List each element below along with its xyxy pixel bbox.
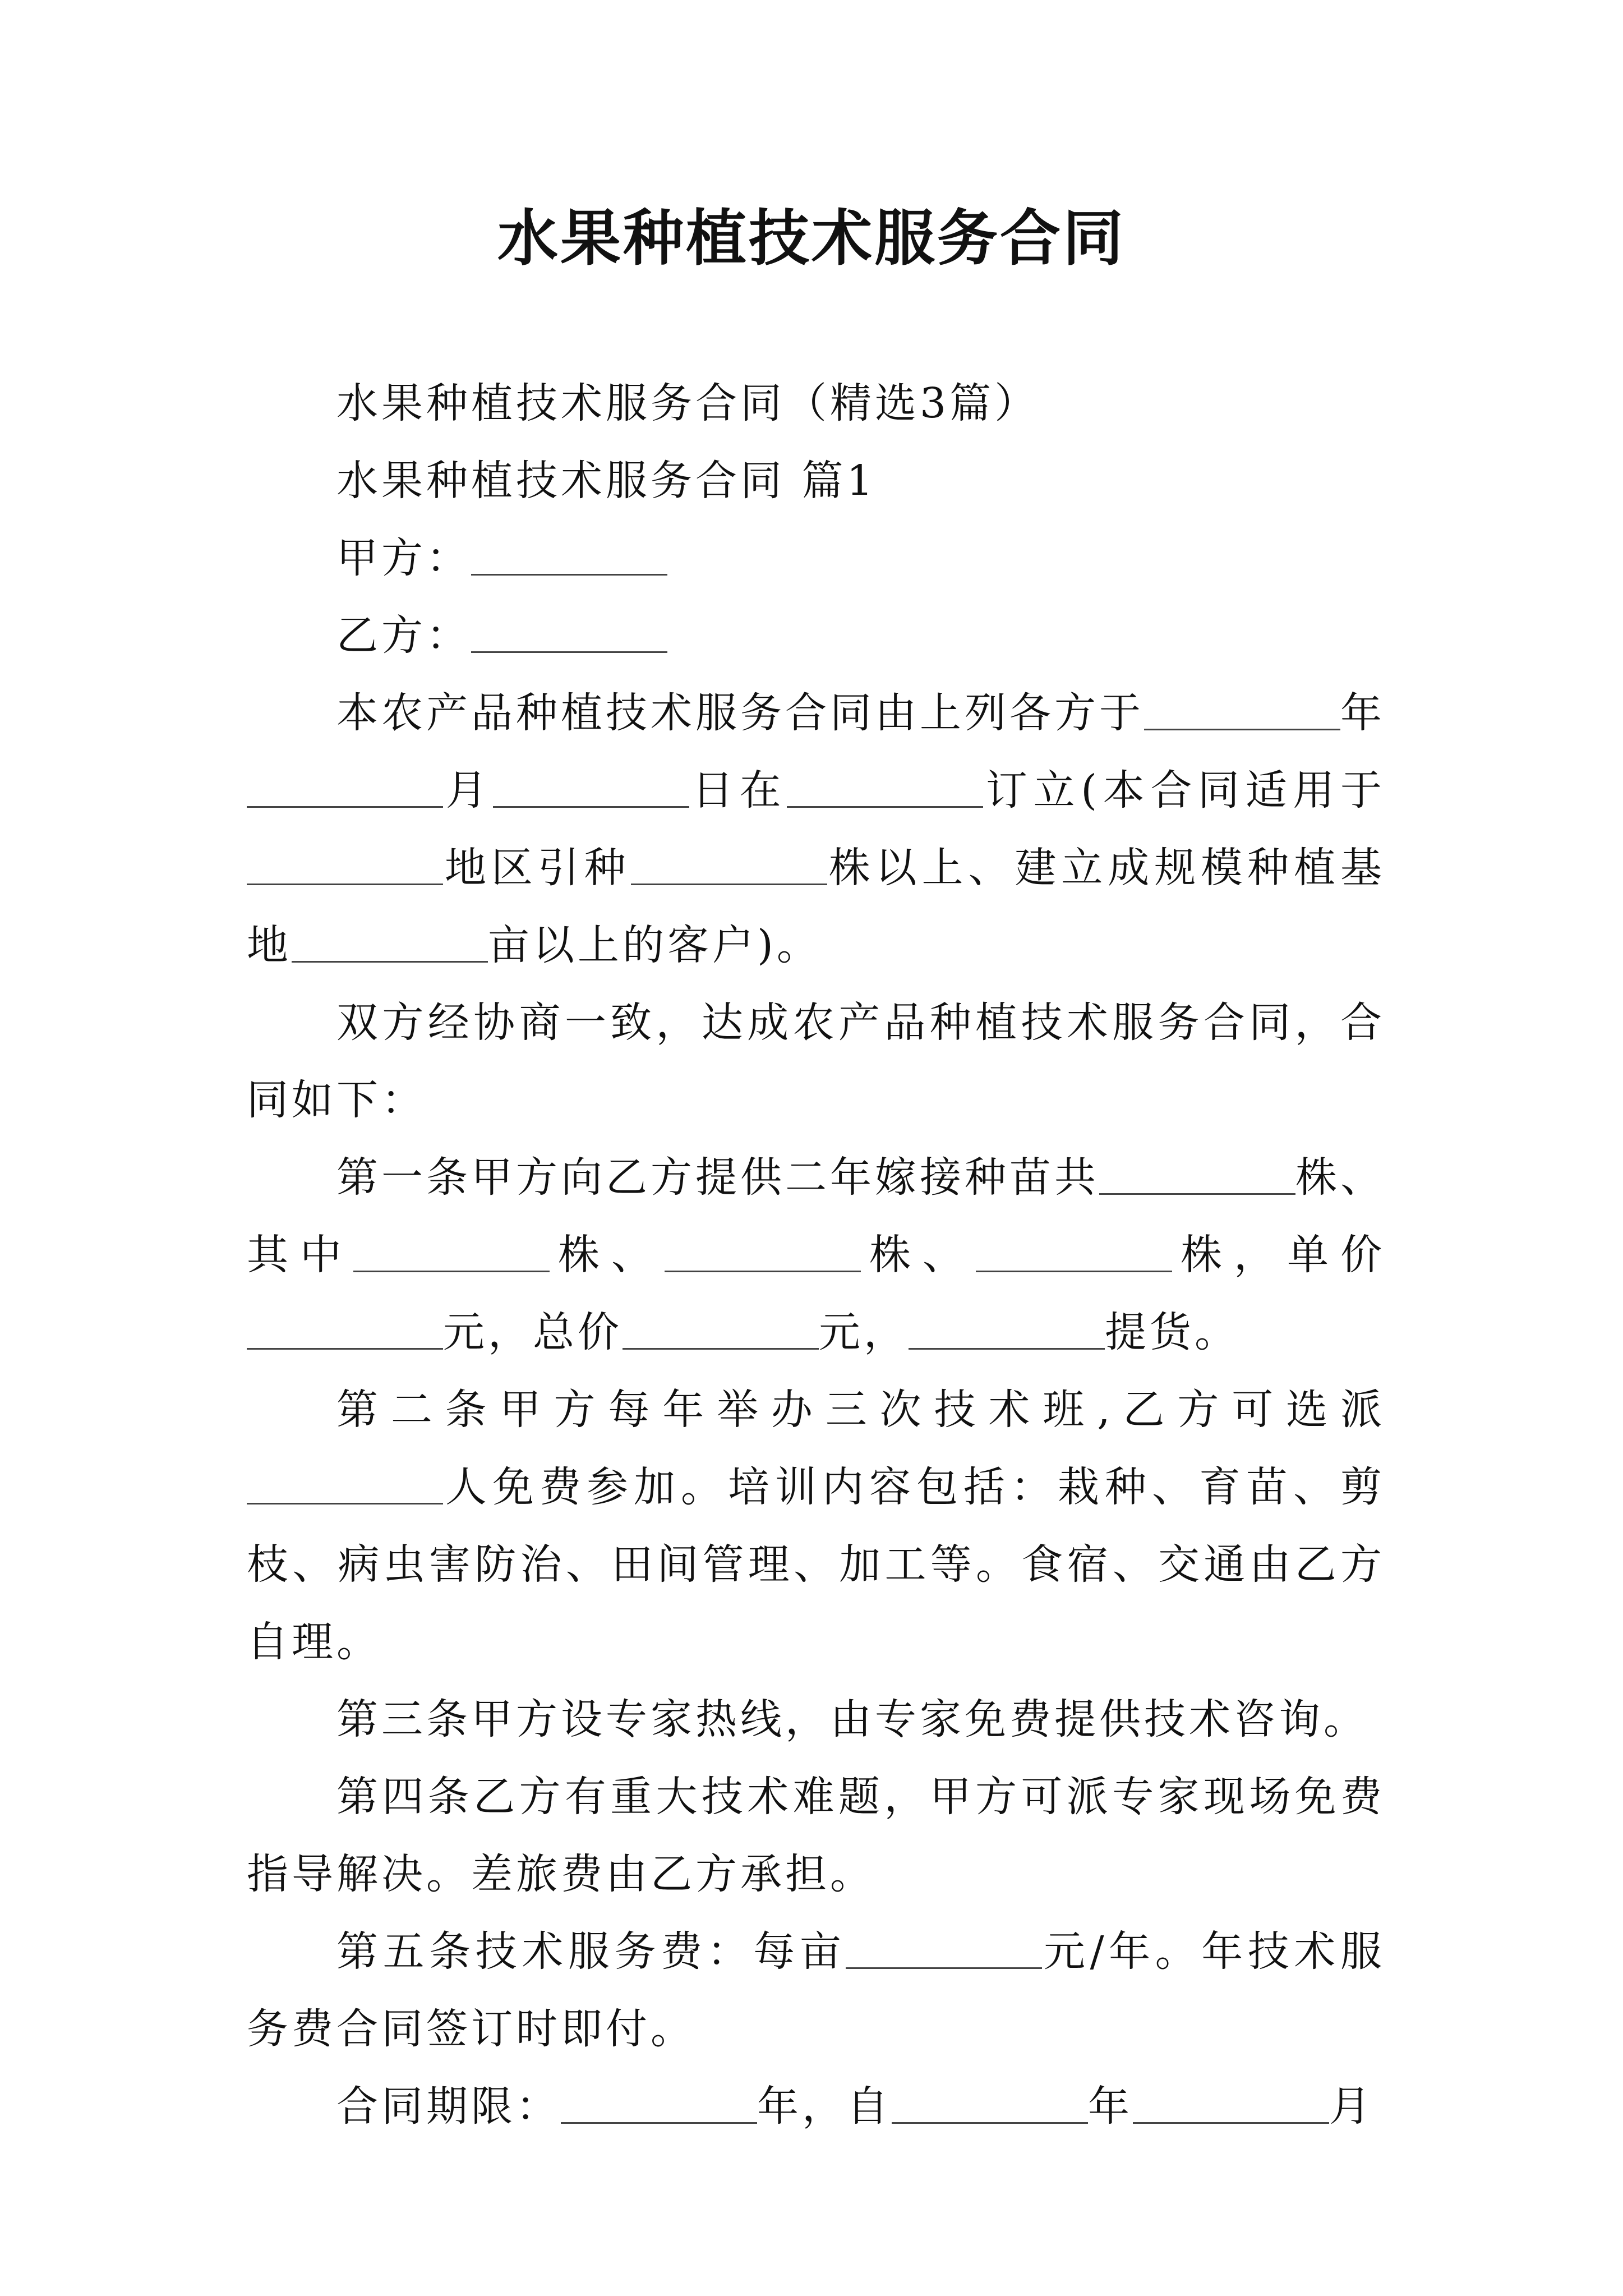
blank-month (247, 765, 443, 808)
party-a-line (247, 519, 1385, 597)
blank-total-plants (1099, 1152, 1295, 1195)
blank-acres (292, 919, 488, 963)
document-body (247, 365, 1385, 2145)
section-heading (247, 442, 1385, 519)
intro-text: 亩以上的客户)。 (488, 921, 822, 969)
article-text: 元/年。年技术服务费合同签订时即付。 (247, 1927, 1385, 2053)
term-text: 年 (1088, 2082, 1133, 2131)
contract-term (247, 2068, 1385, 2145)
intro-text: 年 (1340, 689, 1385, 737)
subtitle-text: 水果种植技术服务合同（精选3篇） (336, 379, 1040, 427)
party-b-line (247, 597, 1385, 674)
article-text: 第三条甲方设专家热线，由专家免费提供技术咨询。 (336, 1695, 1368, 1743)
party-a-blank (471, 532, 667, 576)
blank-attendees (247, 1461, 443, 1504)
article-text: 第五条技术服务费：每亩 (336, 1927, 846, 1976)
blank-day (493, 765, 689, 808)
blank-variety-2 (665, 1229, 861, 1272)
intro-text: 月 (443, 766, 494, 815)
article-text: 株、其中 (247, 1153, 1385, 1279)
article-text: 第四条乙方有重大技术难题，甲方可派专家现场免费指导解决。差旅费由乙方承担。 (247, 1773, 1385, 1898)
section-heading-text: 水果种植技术服务合同 篇1 (336, 457, 877, 505)
party-b-label: 乙方： (336, 611, 471, 660)
intro-text: 本农产品种植技术服务合同由上列各方于 (336, 689, 1144, 737)
blank-variety-1 (353, 1229, 550, 1272)
article-text: 第二条甲方每年举办三次技术班,乙方可选派 (336, 1386, 1385, 1434)
document-title: 水果种植技术服务合同 (497, 203, 1126, 274)
blank-variety-3 (976, 1229, 1172, 1272)
blank-delivery (909, 1306, 1105, 1350)
blank-fee (846, 1926, 1042, 1969)
party-a-label: 甲方： (336, 534, 471, 582)
article-4 (247, 1758, 1385, 1913)
blank-term-years (561, 2081, 757, 2124)
article-text: 元， (819, 1308, 909, 1356)
term-text: 年，自 (757, 2082, 892, 2131)
agreement-text: 双方经协商一致，达成农产品种植技术服务合同，合同如下： (247, 999, 1385, 1124)
intro-text: 株以上、建立成规模种植基地 (247, 844, 1386, 969)
blank-plants (631, 842, 827, 885)
article-5 (247, 1913, 1385, 2068)
term-text: 月 (1329, 2082, 1374, 2131)
article-1 (247, 1139, 1385, 1371)
article-text: 株，单价 (1172, 1231, 1385, 1279)
agreement-paragraph (247, 984, 1385, 1139)
blank-total-price (623, 1306, 819, 1350)
blank-place (787, 765, 983, 808)
article-text: 提货。 (1105, 1308, 1239, 1356)
subtitle (247, 365, 1385, 442)
article-text: 人免费参加。培训内容包括：栽种、育苗、剪枝、病虫害防治、田间管理、加工等。食宿、交通由乙方自理。 (247, 1463, 1385, 1666)
article-text: 株、 (861, 1231, 976, 1279)
article-2 (247, 1371, 1385, 1681)
blank-year (1144, 687, 1340, 730)
blank-unit-price (247, 1306, 443, 1350)
party-b-blank (471, 610, 667, 653)
blank-start-month (1133, 2081, 1329, 2124)
blank-region (247, 842, 443, 885)
article-3 (247, 1681, 1385, 1758)
term-text: 合同期限： (336, 2082, 561, 2131)
intro-text: 订立(本合同适用于 (983, 766, 1386, 815)
article-text: 株、 (550, 1231, 665, 1279)
intro-text: 日在 (689, 766, 787, 815)
intro-text: 地区引种 (443, 844, 631, 892)
article-text: 元，总价 (443, 1308, 623, 1356)
intro-paragraph (247, 674, 1385, 984)
article-text: 第一条甲方向乙方提供二年嫁接种苗共 (336, 1153, 1099, 1202)
blank-start-year (892, 2081, 1088, 2124)
